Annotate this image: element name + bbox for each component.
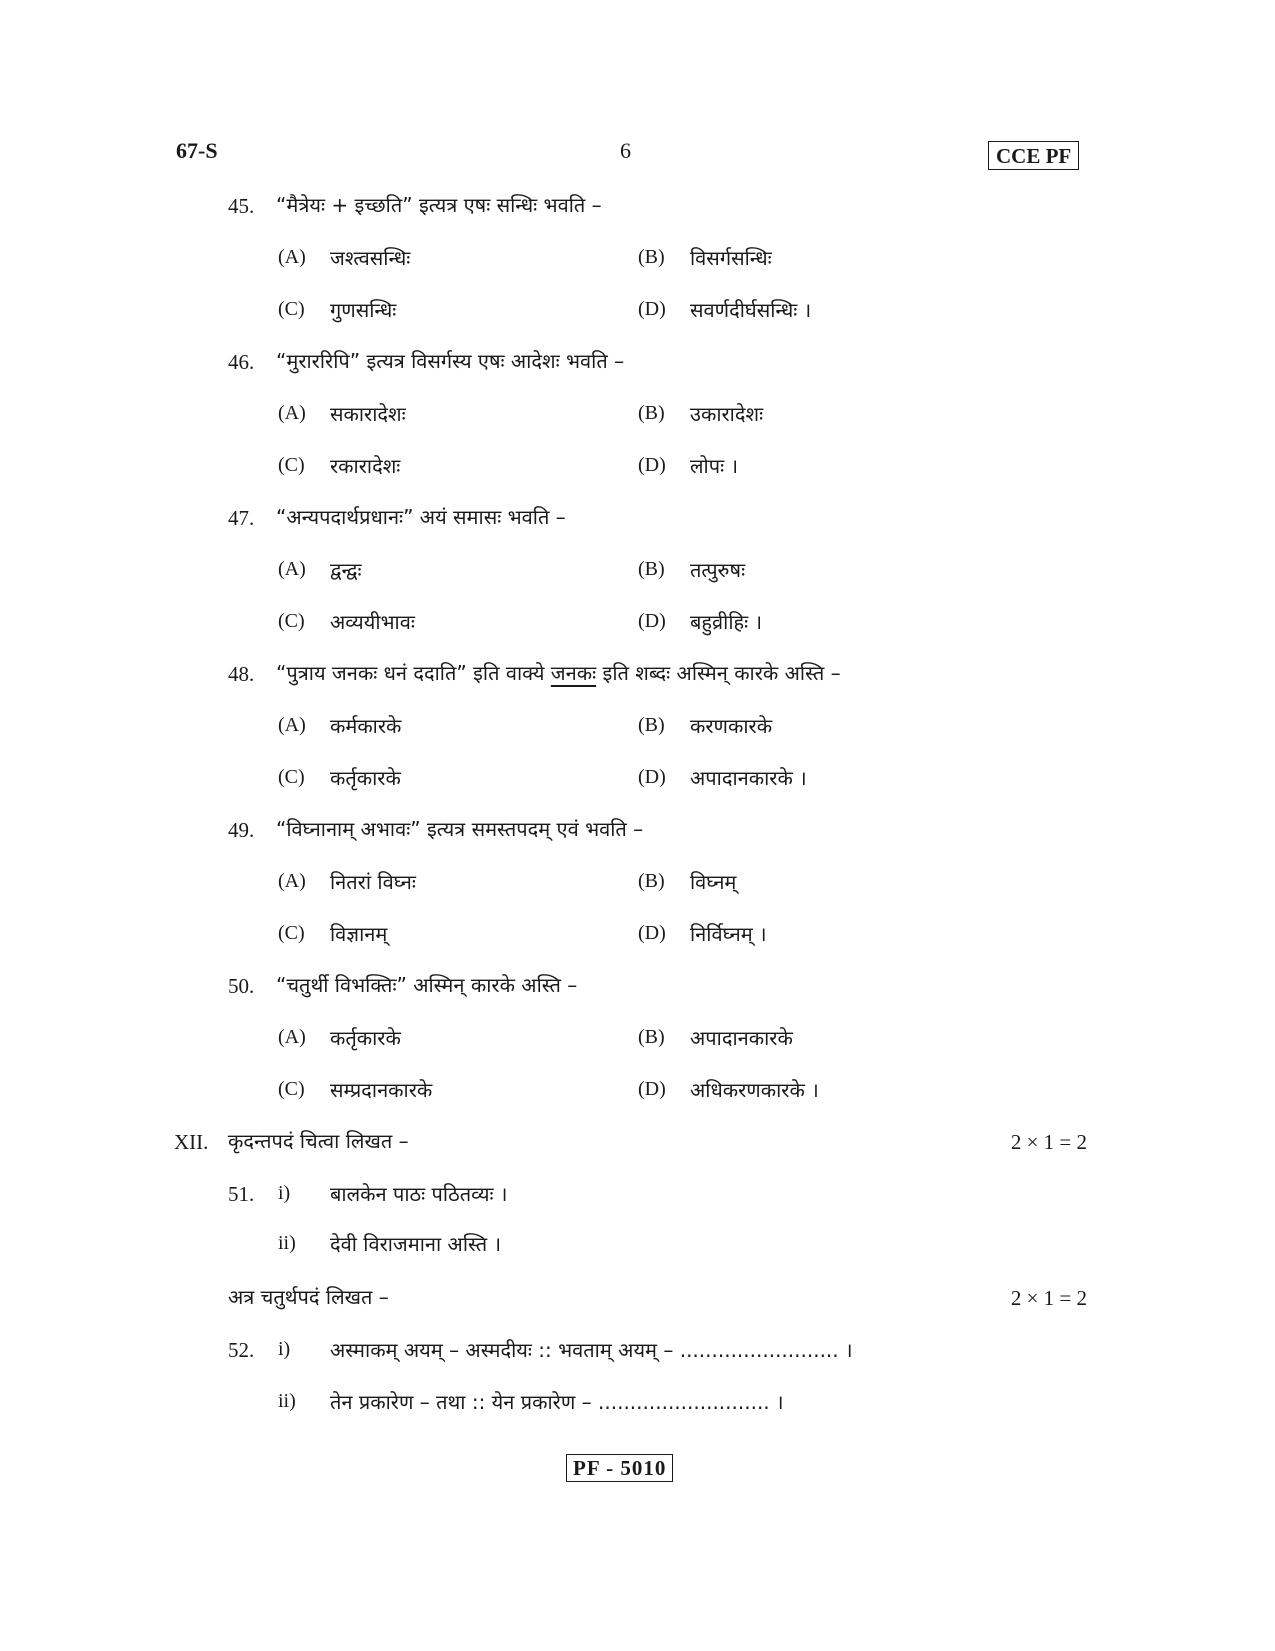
option-label: (C)	[278, 1078, 305, 1100]
question-number: 49.	[228, 818, 255, 842]
question-number: 51.	[228, 1182, 255, 1206]
option-text: तत्पुरुषः	[690, 558, 746, 582]
item-text: बालकेन पाठः पठितव्यः ।	[330, 1182, 508, 1206]
question-number: 46.	[228, 350, 255, 374]
sub-instruction: अत्र चतुर्थपदं लिखत –	[228, 1285, 389, 1309]
item-label: i)	[278, 1338, 291, 1360]
question-number: 48.	[228, 662, 255, 686]
option-text: कर्तृकारके	[330, 766, 401, 790]
option-label: (A)	[278, 558, 306, 580]
item-label: ii)	[278, 1390, 296, 1412]
option-text: कर्तृकारके	[330, 1026, 401, 1050]
option-label: (D)	[638, 454, 666, 476]
option-text: अपादानकारके ।	[690, 766, 807, 790]
footer-code-box: PF - 5010	[566, 1454, 673, 1482]
option-label: (B)	[638, 870, 665, 892]
option-label: (A)	[278, 1026, 306, 1048]
option-label: (C)	[278, 454, 305, 476]
question-text: “विघ्नानाम् अभावः” इत्यत्र समस्तपदम् एवं भवति –	[276, 817, 644, 841]
option-text: अव्ययीभावः	[330, 610, 415, 634]
option-label: (B)	[638, 714, 665, 736]
option-text: उकारादेशः	[690, 402, 764, 426]
option-text: गुणसन्धिः	[330, 298, 397, 322]
question-text: “मैत्रेयः + इच्छति” इत्यत्र एषः सन्धिः भवति –	[276, 193, 602, 217]
option-label: (C)	[278, 610, 305, 632]
paper-series-box: CCE PF	[988, 141, 1079, 170]
sub-marks: 2 × 1 = 2	[1010, 1286, 1087, 1310]
option-text: अधिकरणकारके ।	[690, 1078, 819, 1102]
option-label: (C)	[278, 298, 305, 320]
option-text: करणकारके	[690, 714, 773, 738]
question-text-part: “पुत्राय जनकः धनं ददाति” इति वाक्ये	[276, 661, 551, 685]
option-label: (D)	[638, 1078, 666, 1100]
question-number: 52.	[228, 1338, 255, 1362]
option-text: सम्प्रदानकारके	[330, 1078, 433, 1102]
question-number: 50.	[228, 974, 255, 998]
question-text: “चतुर्थी विभक्तिः” अस्मिन् कारके अस्ति –	[276, 973, 578, 997]
option-text: बहुव्रीहिः ।	[690, 610, 763, 634]
option-text: नितरां विघ्नः	[330, 870, 416, 894]
option-text: रकारादेशः	[330, 454, 401, 478]
option-label: (D)	[638, 298, 666, 320]
option-text: विज्ञानम्	[330, 922, 388, 946]
item-label: i)	[278, 1182, 291, 1204]
option-label: (B)	[638, 1026, 665, 1048]
question-text	[276, 660, 841, 686]
option-label: (C)	[278, 766, 305, 788]
item-text: देवी विराजमाना अस्ति ।	[330, 1232, 502, 1256]
section-title: कृदन्तपदं चित्वा लिखत –	[228, 1129, 409, 1153]
option-text: विघ्नम्	[690, 870, 737, 894]
option-label: (C)	[278, 922, 305, 944]
option-label: (D)	[638, 610, 666, 632]
question-number: 47.	[228, 506, 255, 530]
option-text: सकारादेशः	[330, 402, 406, 426]
option-text: विसर्गसन्धिः	[690, 246, 772, 270]
underlined-word: जनकः	[550, 661, 597, 685]
option-label: (A)	[278, 714, 306, 736]
option-label: (D)	[638, 766, 666, 788]
item-label: ii)	[278, 1232, 296, 1254]
option-text: लोपः ।	[690, 454, 739, 478]
question-number: 45.	[228, 194, 255, 218]
paper-code: 67-S	[176, 138, 218, 163]
option-text: निर्विघ्नम् ।	[690, 922, 767, 946]
option-label: (D)	[638, 922, 666, 944]
option-text: कर्मकारके	[330, 714, 402, 738]
item-text: तेन प्रकारेण – तथा :: येन प्रकारेण – ........................... ।	[330, 1390, 784, 1414]
option-text: अपादानकारके	[690, 1026, 793, 1050]
option-label: (B)	[638, 246, 665, 268]
question-text-part: इति शब्दः अस्मिन् कारके अस्ति –	[596, 661, 841, 685]
section-number: XII.	[174, 1130, 209, 1154]
question-text: “मुराररिपि” इत्यत्र विसर्गस्य एषः आदेशः भवति –	[276, 349, 625, 373]
page-number: 6	[620, 138, 631, 163]
option-text: सवर्णदीर्घसन्धिः ।	[690, 298, 812, 322]
option-text: जश्त्वसन्धिः	[330, 246, 411, 270]
question-text: “अन्यपदार्थप्रधानः” अयं समासः भवति –	[276, 505, 566, 529]
section-marks: 2 × 1 = 2	[1010, 1130, 1087, 1154]
option-label: (B)	[638, 402, 665, 424]
option-label: (B)	[638, 558, 665, 580]
option-label: (A)	[278, 870, 306, 892]
option-label: (A)	[278, 402, 306, 424]
option-text: द्वन्द्वः	[330, 558, 362, 582]
option-label: (A)	[278, 246, 306, 268]
item-text: अस्माकम् अयम् – अस्मदीयः :: भवताम् अयम् – ......................... ।	[330, 1338, 853, 1362]
